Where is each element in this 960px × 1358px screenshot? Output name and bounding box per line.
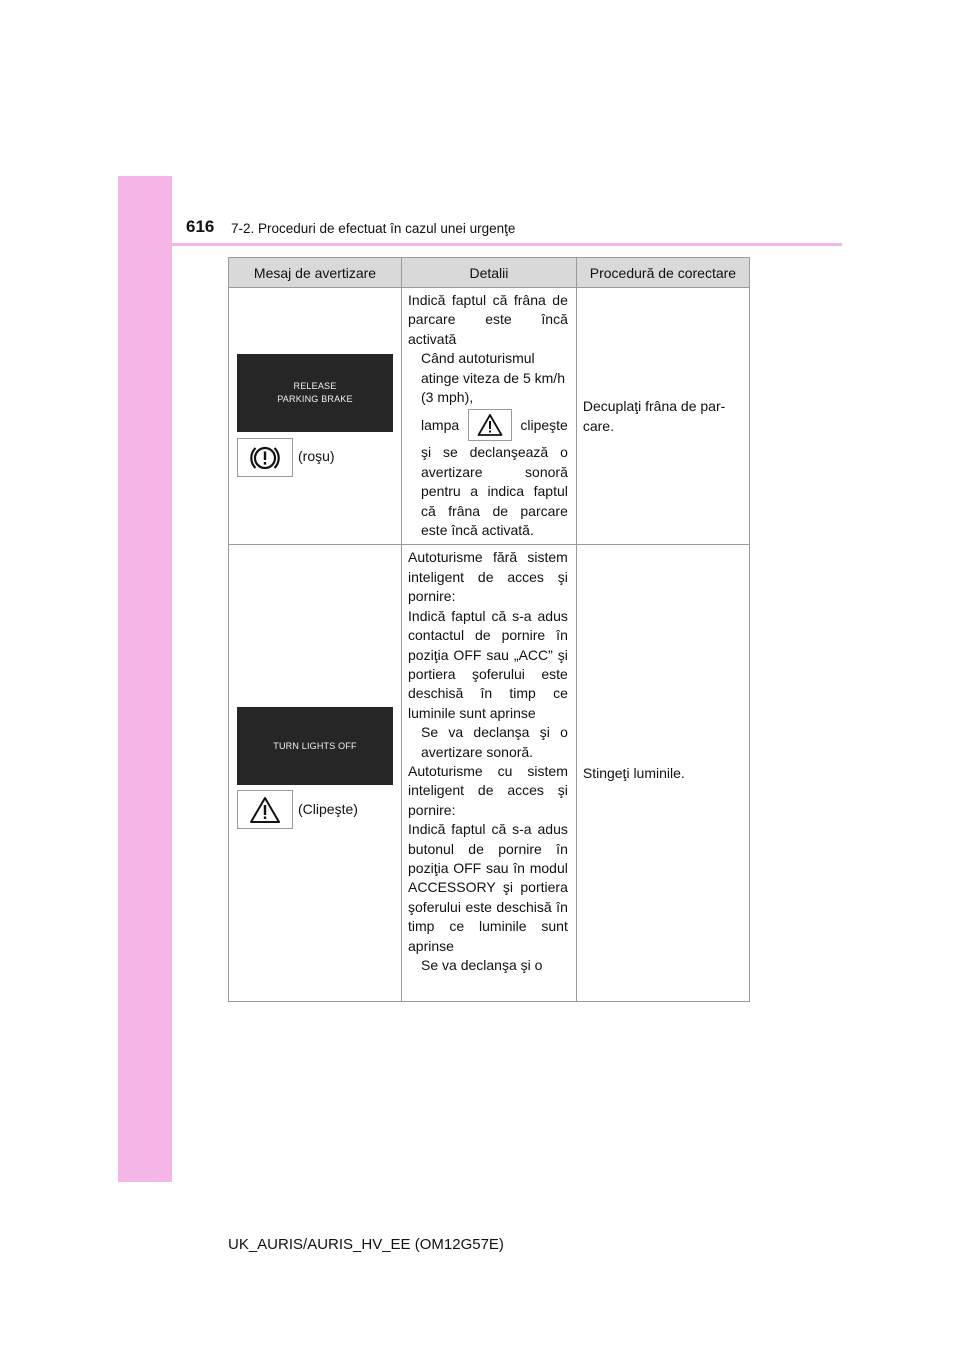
column-header-message: Mesaj de avertizare bbox=[229, 258, 402, 288]
procedure-cell bbox=[576, 288, 749, 545]
details-text: Autoturisme fără sistem inteligent de acces şi pornire: bbox=[408, 549, 568, 605]
table-header-row bbox=[229, 258, 750, 288]
screen-text-line: PARKING BRAKE bbox=[277, 394, 353, 404]
inline-icon-row bbox=[408, 409, 568, 441]
table-row bbox=[229, 545, 750, 1002]
procedure-text: Stingeţi luminile. bbox=[582, 765, 685, 782]
warning-message-table bbox=[228, 257, 750, 1002]
icon-color-note: (roşu) bbox=[298, 448, 335, 464]
details-text: Indică faptul că frâna de parcare este încă activată bbox=[408, 292, 568, 347]
details-cell bbox=[402, 545, 577, 1002]
display-screen-release-parking-brake bbox=[237, 354, 393, 432]
section-title: 7-2. Proceduri de efectuat în cazul unei urgenţe bbox=[231, 221, 516, 236]
details-text: Indică faptul că s-a adus contactul de pornire în poziţia OFF sau „ACC” şi portiera şoferului este deschisă în timp ce luminile sunt aprinse bbox=[408, 607, 568, 721]
details-indent-text: şi se declanşează o avertizare sonoră pentru a indica faptul că frâna de parcare este încă activată. bbox=[421, 444, 568, 539]
header-rule bbox=[118, 243, 842, 246]
footer-model-code: UK_AURIS/AURIS_HV_EE (OM12G57E) bbox=[228, 1236, 504, 1253]
procedure-text: Decuplaţi frâna de par-care. bbox=[582, 398, 726, 435]
brake-warning-icon bbox=[237, 438, 293, 477]
inline-text-left: lampa bbox=[421, 416, 460, 433]
master-warning-icon bbox=[468, 409, 512, 441]
warning-message-cell bbox=[229, 545, 402, 1002]
screen-text-line: RELEASE bbox=[293, 381, 337, 391]
details-indent-text: Se va declanşa şi o bbox=[421, 957, 543, 973]
display-screen-turn-lights-off bbox=[237, 707, 393, 785]
details-text: Autoturisme cu sistem inteligent de acces şi pornire: bbox=[408, 762, 568, 818]
page-number: 616 bbox=[186, 217, 215, 236]
chapter-sidebar-tab bbox=[118, 176, 172, 1182]
procedure-cell bbox=[576, 545, 749, 1002]
details-text: Indică faptul că s-a adus butonul de pornire în poziţia OFF sau în modul ACCESSORY şi portiera şoferului este deschisă în timp ce luminile sunt aprinse bbox=[408, 821, 568, 954]
details-indent-text: Când autoturismul atinge viteza de 5 km/h (3 mph), bbox=[421, 350, 565, 406]
details-indent-text: Se va declanşa şi o avertizare sonoră. bbox=[421, 724, 568, 760]
icon-state-note: (Clipeşte) bbox=[298, 801, 358, 818]
inline-text-right: clipeşte bbox=[520, 416, 568, 433]
screen-text-line: TURN LIGHTS OFF bbox=[273, 740, 357, 751]
master-warning-icon bbox=[237, 790, 293, 829]
table-row bbox=[229, 288, 750, 545]
column-header-details: Detalii bbox=[402, 258, 577, 288]
column-header-procedure: Procedură de corectare bbox=[576, 258, 749, 288]
details-cell bbox=[402, 288, 577, 545]
warning-message-cell bbox=[229, 288, 402, 545]
